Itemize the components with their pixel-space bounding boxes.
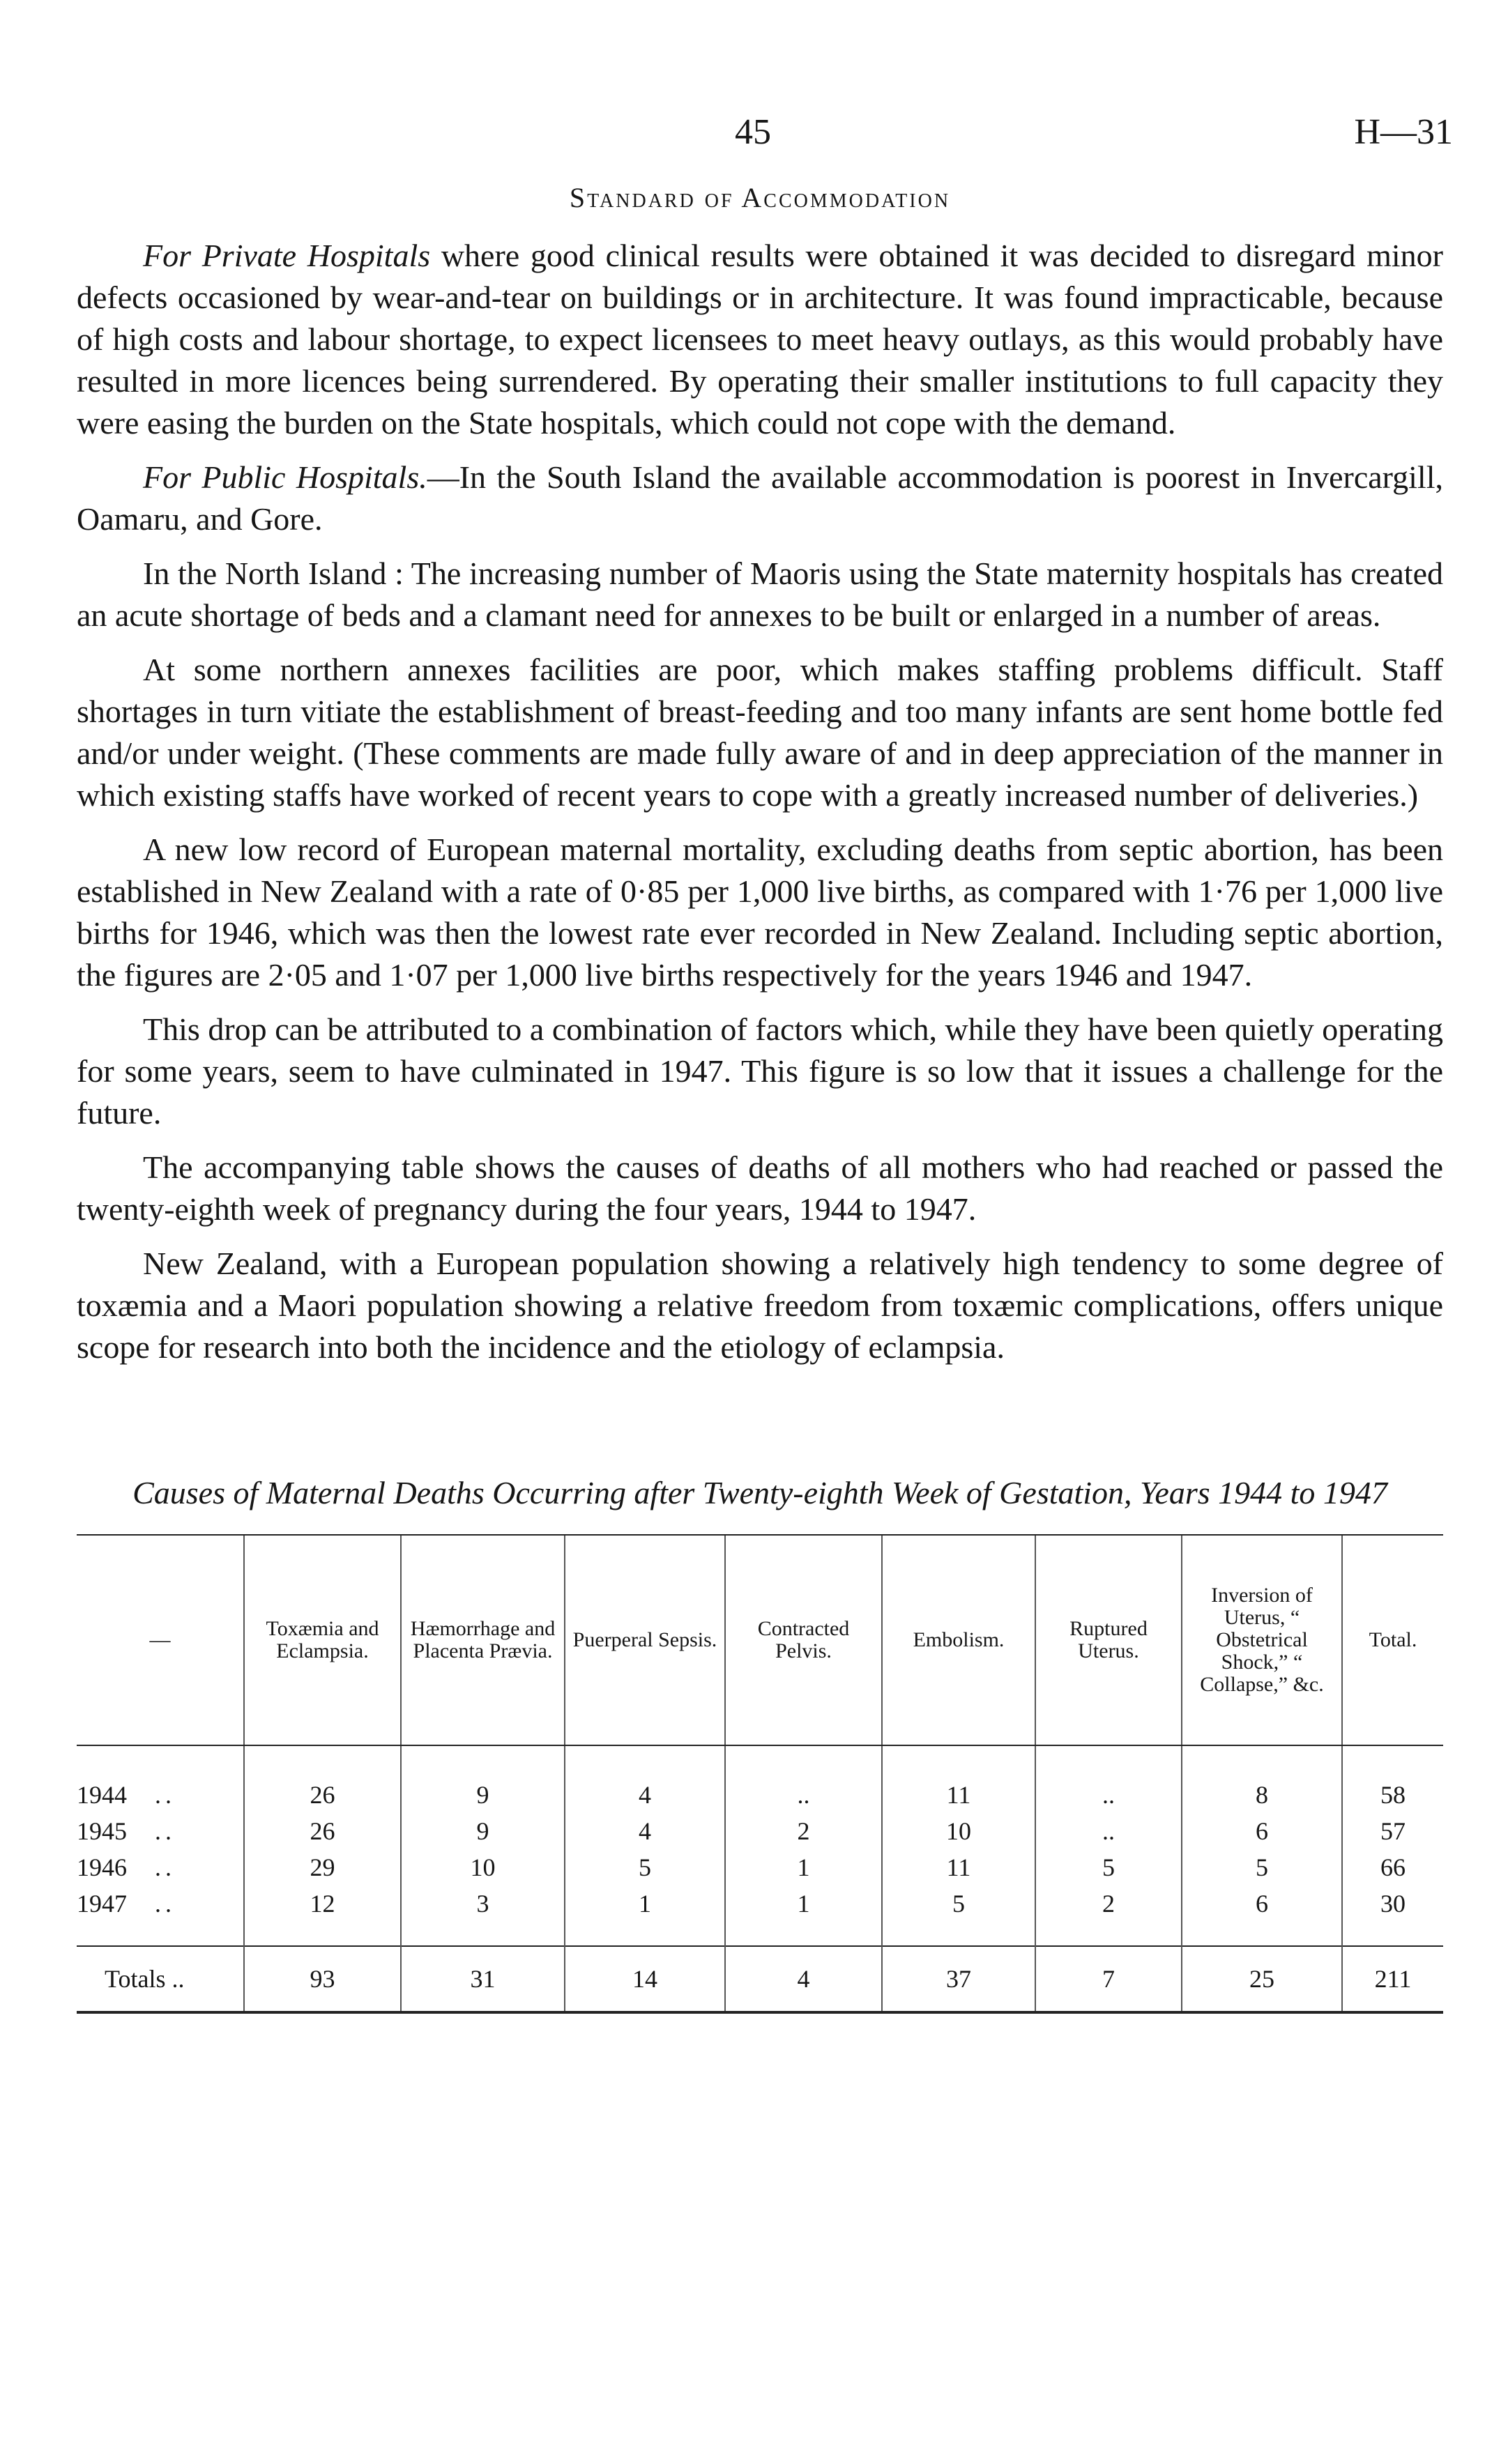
table-cell: 66 (1342, 1849, 1443, 1885)
row-year (77, 1745, 244, 1813)
totals-cell: 93 (244, 1946, 401, 2012)
table-cell: 2 (1035, 1885, 1182, 1946)
table-cell: 4 (565, 1813, 725, 1849)
table-cell: 5 (882, 1885, 1035, 1946)
table-cell: 9 (401, 1813, 565, 1849)
table-cell: 6 (1182, 1885, 1342, 1946)
row-year (77, 1849, 244, 1885)
table-cell: 11 (882, 1849, 1035, 1885)
year-label: 1945 (77, 1817, 127, 1845)
page-header (77, 105, 1453, 153)
totals-cell: 7 (1035, 1946, 1182, 2012)
table-cell: 10 (882, 1813, 1035, 1849)
column-header: Hæmorrhage and Placenta Prævia. (401, 1535, 565, 1745)
table-cell: 1 (725, 1885, 882, 1946)
leader-dots: .. (155, 1853, 176, 1881)
table-cell: 26 (244, 1745, 401, 1813)
paragraph-text: —In the South Island the available accommodation is poorest in Invercargill, Oamaru, and Gore. (77, 459, 1443, 537)
table-cell: 12 (244, 1885, 401, 1946)
document-page (77, 105, 1453, 2014)
column-header: Total. (1342, 1535, 1443, 1745)
column-header: Toxæmia and Eclampsia. (244, 1535, 401, 1745)
table-cell: 10 (401, 1849, 565, 1885)
paragraph (77, 1147, 1443, 1230)
paragraph-text: where good clinical results were obtained it was decided to disregard minor defects occasioned by wear-and-tear on buildings or in architecture. It was found impracticable, because of high costs and labour shortage, to expect licensees to meet heavy outlays, as this would probably have resulted in more licences being surrendered. By operating their smaller institutions to full capacity they were easing the burden on the State hospitals, which could not cope with the demand. (77, 238, 1443, 441)
year-label: 1944 (77, 1781, 127, 1809)
table-cell: 5 (1035, 1849, 1182, 1885)
section-heading: Standard of Accommodation (569, 182, 951, 213)
row-year (77, 1885, 244, 1946)
table-header-row (77, 1535, 1443, 1745)
totals-cell: 31 (401, 1946, 565, 2012)
totals-label: Totals .. (77, 1946, 244, 2012)
table-body (77, 1745, 1443, 1946)
totals-cell: 4 (725, 1946, 882, 2012)
paragraph (77, 235, 1443, 444)
table-title: Causes of Maternal Deaths Occurring after Twenty-eighth Week of Gestation, Years 1944 to 1947 (132, 1475, 1387, 1510)
paragraph (77, 1243, 1443, 1368)
table-cell: 29 (244, 1849, 401, 1885)
table-cell: 26 (244, 1813, 401, 1849)
column-header: Embolism. (882, 1535, 1035, 1745)
totals-cell: 25 (1182, 1946, 1342, 2012)
table-cell: .. (1035, 1813, 1182, 1849)
table-cell: 30 (1342, 1885, 1443, 1946)
totals-cell: 37 (882, 1946, 1035, 2012)
table-cell: 6 (1182, 1813, 1342, 1849)
leader-dots: .. (155, 1890, 176, 1918)
maternal-deaths-table (77, 1534, 1443, 2014)
year-label: 1947 (77, 1890, 127, 1918)
table-cell: 9 (401, 1745, 565, 1813)
table-cell: 2 (725, 1813, 882, 1849)
leader-dots: .. (155, 1817, 176, 1845)
paragraph (77, 457, 1443, 540)
paragraph (77, 553, 1443, 636)
paragraph-text: In the North Island : The increasing number of Maoris using the State maternity hospitals has created an acute shortage of beds and a clamant need for annexes to be built or enlarged in a number of areas. (77, 556, 1443, 633)
paragraph (77, 829, 1443, 996)
table-cell: 58 (1342, 1745, 1443, 1813)
table-cell: .. (725, 1745, 882, 1813)
table-row (77, 1849, 1443, 1885)
table-cell: 57 (1342, 1813, 1443, 1849)
paragraph-lead: For Public Hospitals. (143, 459, 427, 495)
totals-cell: 14 (565, 1946, 725, 2012)
table-cell: 4 (565, 1745, 725, 1813)
year-label: 1946 (77, 1853, 127, 1881)
column-header: Contracted Pelvis. (725, 1535, 882, 1745)
leader-dots: .. (155, 1781, 176, 1809)
table-cell: .. (1035, 1745, 1182, 1813)
table-cell: 5 (1182, 1849, 1342, 1885)
table-row (77, 1885, 1443, 1946)
paragraph-text: This drop can be attributed to a combination of factors which, while they have been quietly operating for some years, seem to have culminated in 1947. This figure is so low that it issues a challenge for the future. (77, 1011, 1443, 1131)
document-code: H—31 (1354, 112, 1453, 152)
paragraph (77, 649, 1443, 816)
table-cell: 3 (401, 1885, 565, 1946)
column-header: Puerperal Sepsis. (565, 1535, 725, 1745)
page-number: 45 (735, 112, 771, 152)
totals-row (77, 1946, 1443, 2012)
table-cell: 1 (565, 1885, 725, 1946)
paragraph-lead: For Private Hospitals (143, 238, 431, 273)
paragraph (77, 1009, 1443, 1134)
column-header: — (77, 1535, 244, 1745)
table-cell: 11 (882, 1745, 1035, 1813)
paragraph-text: A new low record of European maternal mortality, excluding deaths from septic abortion, has been established in New Zealand with a rate of 0·85 per 1,000 live births, as compared with 1·76 per 1,000 live births for 1946, which was then the lowest rate ever recorded in New Zealand. Including septic abortion, the figures are 2·05 and 1·07 per 1,000 live births respectively for the years 1946 and 1947. (77, 832, 1443, 993)
column-header: Ruptured Uterus. (1035, 1535, 1182, 1745)
column-header: Inversion of Uterus, “ Obstetrical Shock,” “ Collapse,” &c. (1182, 1535, 1342, 1745)
body-text (77, 235, 1443, 1368)
paragraph-text: New Zealand, with a European population showing a relatively high tendency to some degree of toxæmia and a Maori population showing a relative freedom from toxæmic complications, offers unique scope for research into both the incidence and the etiology of eclampsia. (77, 1246, 1443, 1365)
paragraph-text: At some northern annexes facilities are poor, which makes staffing problems difficult. Staff shortages in turn vitiate the establishment of breast-feeding and too many infants are sent home bottle fed and/or under weight. (These comments are made fully aware of and in deep appreciation of the manner in which existing staffs have worked of recent years to cope with a greatly increased number of deliveries.) (77, 652, 1443, 813)
totals-cell: 211 (1342, 1946, 1443, 2012)
paragraph-text: The accompanying table shows the causes of deaths of all mothers who had reached or passed the twenty-eighth week of pregnancy during the four years, 1944 to 1947. (77, 1149, 1443, 1227)
table-cell: 5 (565, 1849, 725, 1885)
row-year (77, 1813, 244, 1849)
table-cell: 1 (725, 1849, 882, 1885)
table-cell: 8 (1182, 1745, 1342, 1813)
table-row (77, 1813, 1443, 1849)
table-row (77, 1745, 1443, 1813)
